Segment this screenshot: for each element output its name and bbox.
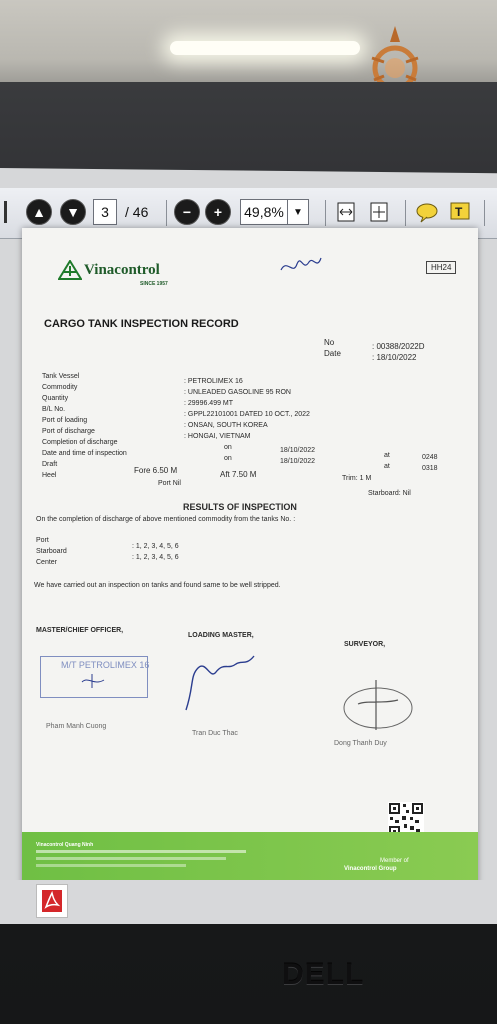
port-label: Port <box>36 537 49 544</box>
footer-line <box>36 857 226 860</box>
acrobat-icon <box>41 889 63 913</box>
signature-surveyor <box>338 674 418 734</box>
page-title: CARGO TANK INSPECTION RECORD <box>44 318 239 330</box>
field-value: : UNLEADED GASOLINE 95 RON <box>184 389 291 396</box>
document-footer <box>22 832 478 884</box>
field-value: : PETROLIMEX 16 <box>184 378 243 385</box>
inspection-time: 0318 <box>422 465 438 472</box>
field-label: Tank Vessel <box>42 373 80 380</box>
sig1-role: MASTER/CHIEF OFFICER, <box>36 627 124 634</box>
sig1-name: Pham Manh Cuong <box>46 723 107 730</box>
no-label: No <box>324 338 335 347</box>
heel-starboard: Starboard: Nil <box>368 490 411 497</box>
starboard-tanks: : 1, 2, 3, 4, 5, 6 <box>132 554 179 561</box>
previous-page-button[interactable] <box>26 199 52 225</box>
no-value: : 00388/2022D <box>372 342 425 351</box>
results-title: RESULTS OF INSPECTION <box>183 502 297 512</box>
document-tag: HH24 <box>426 261 456 274</box>
sig2-name: Tran Duc Thac <box>192 730 238 737</box>
plus-icon: + <box>205 199 231 225</box>
port-tanks: : 1, 2, 3, 4, 5, 6 <box>132 543 179 550</box>
toolbar-edge <box>0 199 10 225</box>
field-label: Port of discharge <box>42 428 95 435</box>
footer-line <box>36 850 246 853</box>
logo-text: Vinacontrol <box>84 262 160 278</box>
arrow-up-icon: ▲ <box>26 199 52 225</box>
minus-icon: − <box>174 199 200 225</box>
handwritten-initials <box>277 250 325 280</box>
inspection-at: at <box>384 463 390 470</box>
field-label: Quantity <box>42 395 69 402</box>
footer-group: Vinacontrol Group <box>344 866 397 872</box>
zoom-level-field[interactable]: 49,8% <box>240 199 288 225</box>
field-label: Commodity <box>42 384 78 391</box>
inspection-on: on <box>224 455 232 462</box>
date-label: Date <box>324 349 341 358</box>
fit-width-icon <box>335 201 357 223</box>
fit-page-icon <box>368 201 390 223</box>
field-label: B/L No. <box>42 406 66 413</box>
inspection-statement: We have carried out an inspection on tanks and found same to be well stripped. <box>34 582 281 589</box>
zoom-in-button[interactable] <box>205 199 231 225</box>
field-value: : GPPL22101001 DATED 10 OCT., 2022 <box>184 411 310 418</box>
ceiling-light <box>170 41 360 55</box>
next-page-button[interactable] <box>60 199 86 225</box>
highlight-text-icon <box>449 201 473 223</box>
trim-value: Trim: 1 M <box>342 475 372 482</box>
page-number-input[interactable]: 3 <box>93 199 117 225</box>
highlight-text-button[interactable] <box>449 199 473 225</box>
toolbar-separator <box>484 200 485 226</box>
page-total: / 46 <box>125 204 149 220</box>
acrobat-taskbar-button[interactable] <box>36 884 68 918</box>
draft-aft: Aft 7.50 M <box>220 470 257 479</box>
sig3-name: Dong Thanh Duy <box>334 740 387 747</box>
inspection-date: 18/10/2022 <box>280 458 316 465</box>
footer-line <box>36 864 186 867</box>
ship-stamp-text: M/T PETROLIMEX 16 <box>61 660 150 670</box>
signature-loading-master <box>180 646 260 716</box>
completion-date: 18/10/2022 <box>280 447 316 454</box>
completion-on: on <box>224 444 232 451</box>
vinacontrol-logo-icon <box>58 260 82 280</box>
results-intro: On the completion of discharge of above mentioned commodity from the tanks No. : <box>36 516 296 523</box>
svg-text:T: T <box>455 205 463 219</box>
zoom-out-button[interactable] <box>174 199 200 225</box>
completion-label: Completion of discharge <box>42 439 118 446</box>
heel-port: Port Nil <box>158 480 181 487</box>
sig2-role: LOADING MASTER, <box>188 632 254 639</box>
footer-member: Member of <box>380 858 409 864</box>
monitor-brand-logo: DELL <box>282 958 365 991</box>
draft-label: Draft <box>42 461 58 468</box>
taskbar <box>0 880 497 924</box>
field-value: : 29996.499 MT <box>184 400 234 407</box>
sig3-role: SURVEYOR, <box>344 641 386 648</box>
footer-left-text: Vinacontrol Quang Ninh <box>36 842 94 848</box>
center-label: Center <box>36 559 58 566</box>
completion-at: at <box>384 452 390 459</box>
field-label: Port of loading <box>42 417 88 424</box>
date-value: : 18/10/2022 <box>372 353 417 362</box>
inspection-label: Date and time of inspection <box>42 450 127 457</box>
starboard-label: Starboard <box>36 548 67 555</box>
logo-since: SINCE 1957 <box>140 281 168 287</box>
heel-label: Heel <box>42 472 57 479</box>
toolbar-separator <box>166 200 167 226</box>
signature-master <box>78 672 108 690</box>
comment-bubble-icon <box>415 201 439 223</box>
completion-time: 0248 <box>422 454 438 461</box>
field-value: : HONGAI, VIETNAM <box>184 433 251 440</box>
fit-width-button[interactable] <box>335 199 357 225</box>
fit-page-button[interactable] <box>368 199 390 225</box>
toolbar-separator <box>325 200 326 226</box>
arrow-down-icon: ▼ <box>60 199 86 225</box>
pdf-page[interactable] <box>22 228 478 896</box>
comment-button[interactable] <box>415 199 439 225</box>
draft-fore: Fore 6.50 M <box>134 466 178 475</box>
field-value: : ONSAN, SOUTH KOREA <box>184 422 268 429</box>
toolbar-separator <box>405 200 406 226</box>
zoom-dropdown-chevron-icon[interactable]: ▼ <box>288 199 309 225</box>
